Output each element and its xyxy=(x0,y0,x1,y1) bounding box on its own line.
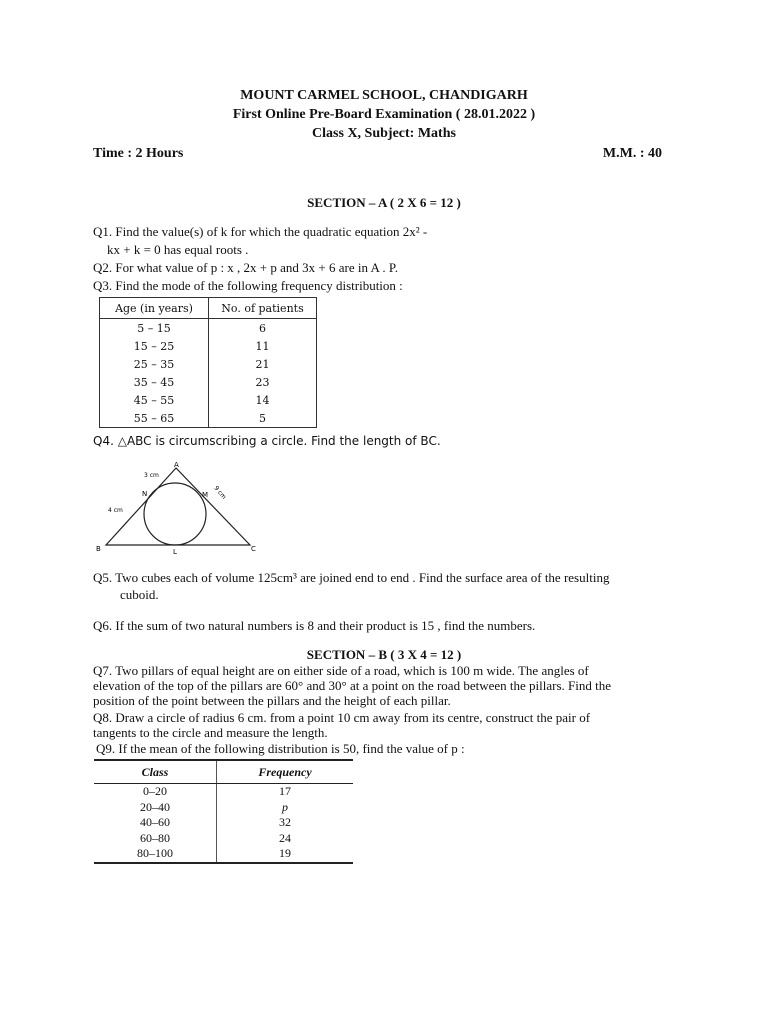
question-7-line-1: Q7. Two pillars of equal height are on either side of a road, which is 100 m wide. The angles of xyxy=(93,663,589,678)
section-b-title: SECTION – B ( 3 X 4 = 12 ) xyxy=(306,647,462,662)
table-row xyxy=(94,815,353,831)
vertex-b-label: B xyxy=(96,545,101,553)
table-cell: 17 xyxy=(279,784,291,799)
table-cell: 35 – 45 xyxy=(100,373,209,391)
mean-distribution-table xyxy=(94,759,353,864)
table-cell: 60–80 xyxy=(94,831,217,847)
table-cell: 21 xyxy=(209,355,317,373)
table-cell: 40–60 xyxy=(94,815,217,831)
table-row xyxy=(94,800,353,816)
table-cell: 45 – 55 xyxy=(100,391,209,409)
table-cell: 20–40 xyxy=(94,800,217,816)
table-cell: 14 xyxy=(209,391,317,409)
exam-title: First Online Pre-Board Examination ( 28.01.2022 ) xyxy=(232,107,536,122)
question-8-line-1: Q8. Draw a circle of radius 6 cm. from a point 10 cm away from its centre, construct the pair of xyxy=(93,710,591,725)
table-cell: 5 – 15 xyxy=(100,319,209,338)
table-cell: p xyxy=(282,799,288,814)
table-cell: 23 xyxy=(209,373,317,391)
question-2: Q2. For what value of p : x , 2x + p and 3x + 6 are in A . P. xyxy=(93,260,398,275)
table-row xyxy=(100,409,317,428)
table-row xyxy=(94,846,353,863)
table-row xyxy=(100,373,317,391)
question-5-line-2: cuboid. xyxy=(120,587,159,602)
question-1-line-1: Q1. Find the value(s) of k for which the quadratic equation 2x² - xyxy=(93,224,428,239)
triangle-abc xyxy=(106,468,250,545)
max-marks-label: M.M. : 40 xyxy=(602,146,662,161)
table-cell: 80–100 xyxy=(94,846,217,863)
length-bn-label: 4 cm xyxy=(108,507,123,514)
vertex-c-label: C xyxy=(251,545,256,553)
table-cell: 24 xyxy=(279,830,291,845)
table-header-frequency: Frequency xyxy=(217,760,354,784)
question-8-line-2: tangents to the circle and measure the length. xyxy=(93,725,328,740)
question-4: Q4. △ABC is circumscribing a circle. Find the length of BC. xyxy=(93,434,441,448)
table-row xyxy=(100,355,317,373)
table-cell: 19 xyxy=(217,846,354,863)
question-5-line-1: Q5. Two cubes each of volume 125cm³ are joined end to end . Find the surface area of the resulting xyxy=(93,570,610,585)
table-cell: 11 xyxy=(209,337,317,355)
table-cell: 15 – 25 xyxy=(100,337,209,355)
time-label: Time : 2 Hours xyxy=(93,146,184,161)
school-name: MOUNT CARMEL SCHOOL, CHANDIGARH xyxy=(240,88,528,103)
incircle xyxy=(144,483,209,545)
point-n-label: N xyxy=(142,490,148,498)
length-am-label: 9 cm xyxy=(212,484,228,501)
length-an-label: 3 cm xyxy=(144,472,159,479)
table-row xyxy=(100,391,317,409)
table-row xyxy=(94,831,353,847)
table-cell: 25 – 35 xyxy=(100,355,209,373)
table-header-age: Age (in years) xyxy=(100,298,209,319)
table-cell: 32 xyxy=(279,815,291,830)
table-row xyxy=(94,784,353,800)
table-row xyxy=(100,337,317,355)
question-9: Q9. If the mean of the following distribution is 50, find the value of p : xyxy=(96,741,465,756)
table-cell: 0–20 xyxy=(94,784,217,800)
question-6: Q6. If the sum of two natural numbers is 8 and their product is 15 , find the numbers. xyxy=(93,618,536,633)
table-row xyxy=(100,319,317,338)
vertex-a-label: A xyxy=(174,461,179,469)
question-7-line-2: elevation of the top of the pillars are 60° and 30° at a point on the road between the pillars. Find the xyxy=(93,678,611,693)
table-header-class: Class xyxy=(94,760,217,784)
table-cell: 5 xyxy=(209,409,317,428)
question-3: Q3. Find the mode of the following frequency distribution : xyxy=(93,278,403,293)
question-7-line-3: position of the point between the pillars and the height of each pillar. xyxy=(93,693,451,708)
class-subject: Class X, Subject: Maths xyxy=(312,126,456,141)
point-l-label: L xyxy=(173,548,177,556)
table-header-patients: No. of patients xyxy=(209,298,317,319)
question-1-line-2: kx + k = 0 has equal roots . xyxy=(107,242,249,257)
mode-frequency-table xyxy=(99,297,317,428)
table-cell: 55 – 65 xyxy=(100,409,209,428)
triangle-incircle-figure xyxy=(92,458,272,558)
table-cell: 6 xyxy=(209,319,317,338)
section-a-title: SECTION – A ( 2 X 6 = 12 ) xyxy=(307,195,461,210)
point-m-label: M xyxy=(202,491,209,499)
